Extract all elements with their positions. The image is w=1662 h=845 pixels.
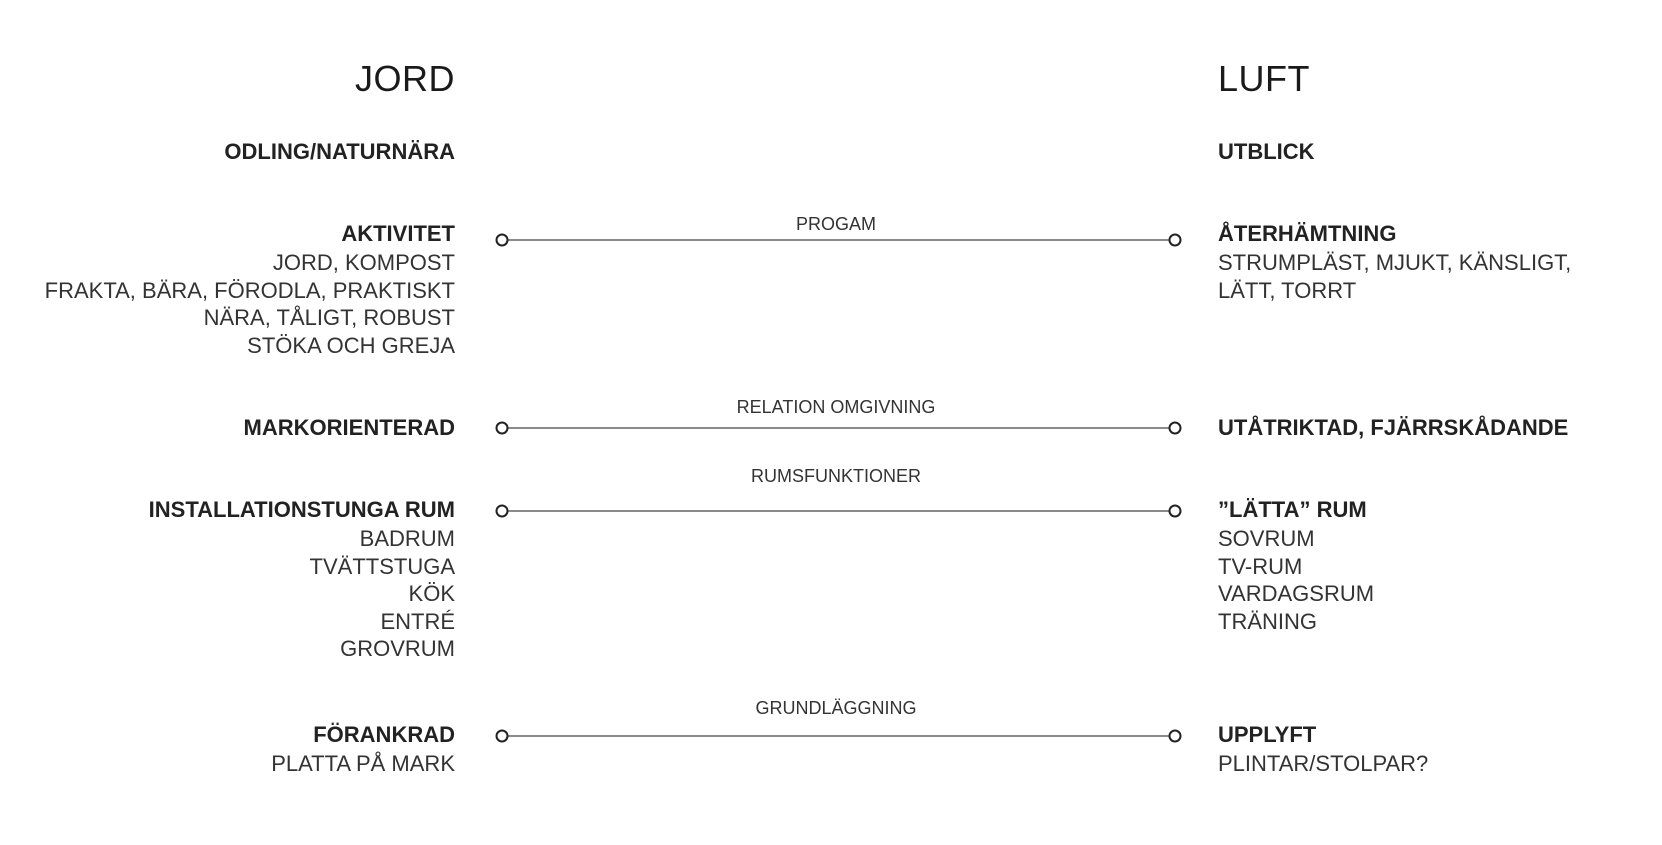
right-line: PLINTAR/STOLPAR? <box>1218 751 1429 776</box>
axis-label-program: PROGAM <box>795 214 876 234</box>
axis-label-relation: RELATION OMGIVNING <box>736 397 936 417</box>
left-line: BADRUM <box>359 526 455 551</box>
left-title-ground-oriented: MARKORIENTERAD <box>243 415 455 440</box>
right-line: STRUMPLÄST, MJUKT, KÄNSLIGT, <box>1218 250 1572 275</box>
right-line: LÄTT, TORRT <box>1218 277 1357 303</box>
connector-foundation <box>497 731 1181 742</box>
right-title-light-rooms: ”LÄTTA” RUM <box>1218 497 1367 522</box>
left-top-label: ODLING/NATURNÄRA <box>224 139 455 164</box>
axis-label-foundation: GRUNDLÄGGNING <box>755 698 917 718</box>
left-line: ENTRÉ <box>380 608 455 634</box>
left-title-anchored: FÖRANKRAD <box>313 722 455 747</box>
left-heading: JORD <box>355 58 455 99</box>
right-line: VARDAGSRUM <box>1218 581 1375 606</box>
left-title-activity: AKTIVITET <box>341 221 455 246</box>
axis-label-room-functions: RUMSFUNKTIONER <box>751 466 921 486</box>
right-top-label: UTBLICK <box>1218 139 1315 164</box>
connector-relation <box>497 423 1181 434</box>
left-line: FRAKTA, BÄRA, FÖRODLA, PRAKTISKT <box>44 277 455 303</box>
left-line: NÄRA, TÅLIGT, ROBUST <box>203 305 455 330</box>
left-title-installation-rooms: INSTALLATIONSTUNGA RUM <box>148 497 455 522</box>
left-line: GROVRUM <box>340 636 455 661</box>
connector-program <box>497 235 1181 246</box>
left-line: JORD, KOMPOST <box>272 250 455 275</box>
left-line: KÖK <box>408 581 455 606</box>
left-line: PLATTA PÅ MARK <box>271 751 455 776</box>
right-line: TRÄNING <box>1218 608 1317 634</box>
right-title-raised: UPPLYFT <box>1218 722 1317 747</box>
right-line: SOVRUM <box>1218 526 1315 551</box>
right-title-outward: UTÅTRIKTAD, FJÄRRSKÅDANDE <box>1218 415 1569 440</box>
right-title-recovery: ÅTERHÄMTNING <box>1218 221 1397 246</box>
left-line: TVÄTTSTUGA <box>309 553 455 579</box>
left-line: STÖKA OCH GREJA <box>247 332 455 358</box>
right-line: TV-RUM <box>1218 553 1303 579</box>
connector-room-functions <box>497 506 1181 517</box>
right-heading: LUFT <box>1218 58 1310 99</box>
